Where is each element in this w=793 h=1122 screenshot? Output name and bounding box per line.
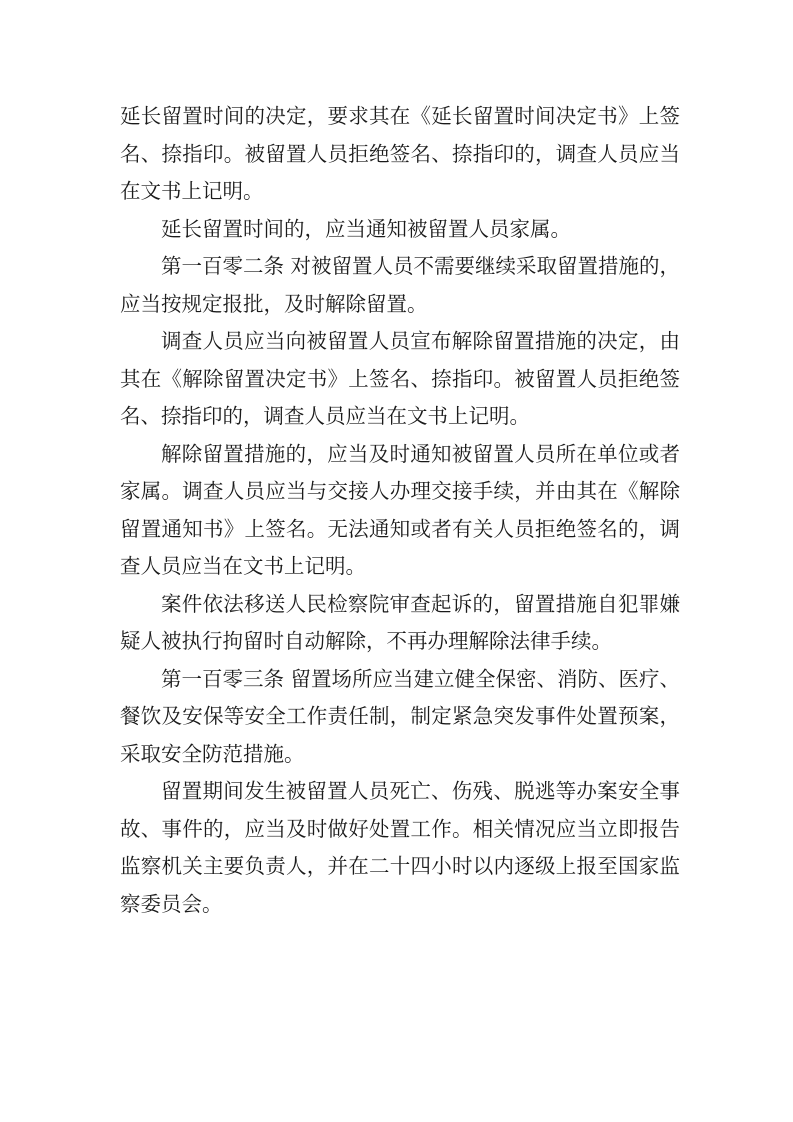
paragraph-3: 第一百零二条 对被留置人员不需要继续采取留置措施的，应当按规定报批，及时解除留置。 (120, 254, 681, 316)
paragraph-6: 案件依法移送人民检察院审查起诉的，留置措施自犯罪嫌疑人被执行拘留时自动解除，不再办理解除法律手续。 (120, 591, 680, 653)
paragraph-5: 解除留置措施的，应当及时通知被留置人员所在单位或者家属。调查人员应当与交接人办理交接手续，并由其在《解除留置通知书》上签名。无法通知或者有关人员拒绝签名的，调查人员应当在文书上记明。 (120, 441, 680, 578)
paragraph-8: 留置期间发生被留置人员死亡、伤残、脱逃等办案安全事故、事件的，应当及时做好处置工作。相关情况应当立即报告监察机关主要负责人，并在二十四小时以内逐级上报至国家监察委员会。 (120, 779, 680, 916)
paragraph-4: 调查人员应当向被留置人员宣布解除留置措施的决定，由其在《解除留置决定书》上签名、捺指印。被留置人员拒绝签名、捺指印的，调查人员应当在文书上记明。 (120, 329, 680, 428)
document-body (120, 98, 680, 923)
paragraph-1: 延长留置时间的决定，要求其在《延长留置时间决定书》上签名、捺指印。被留置人员拒绝签名、捺指印的，调查人员应当在文书上记明。 (120, 104, 680, 203)
paragraph-7: 第一百零三条 留置场所应当建立健全保密、消防、医疗、餐饮及安保等安全工作责任制，制定紧急突发事件处置预案，采取安全防范措施。 (120, 666, 681, 766)
paragraph-2: 延长留置时间的，应当通知被留置人员家属。 (161, 216, 571, 241)
